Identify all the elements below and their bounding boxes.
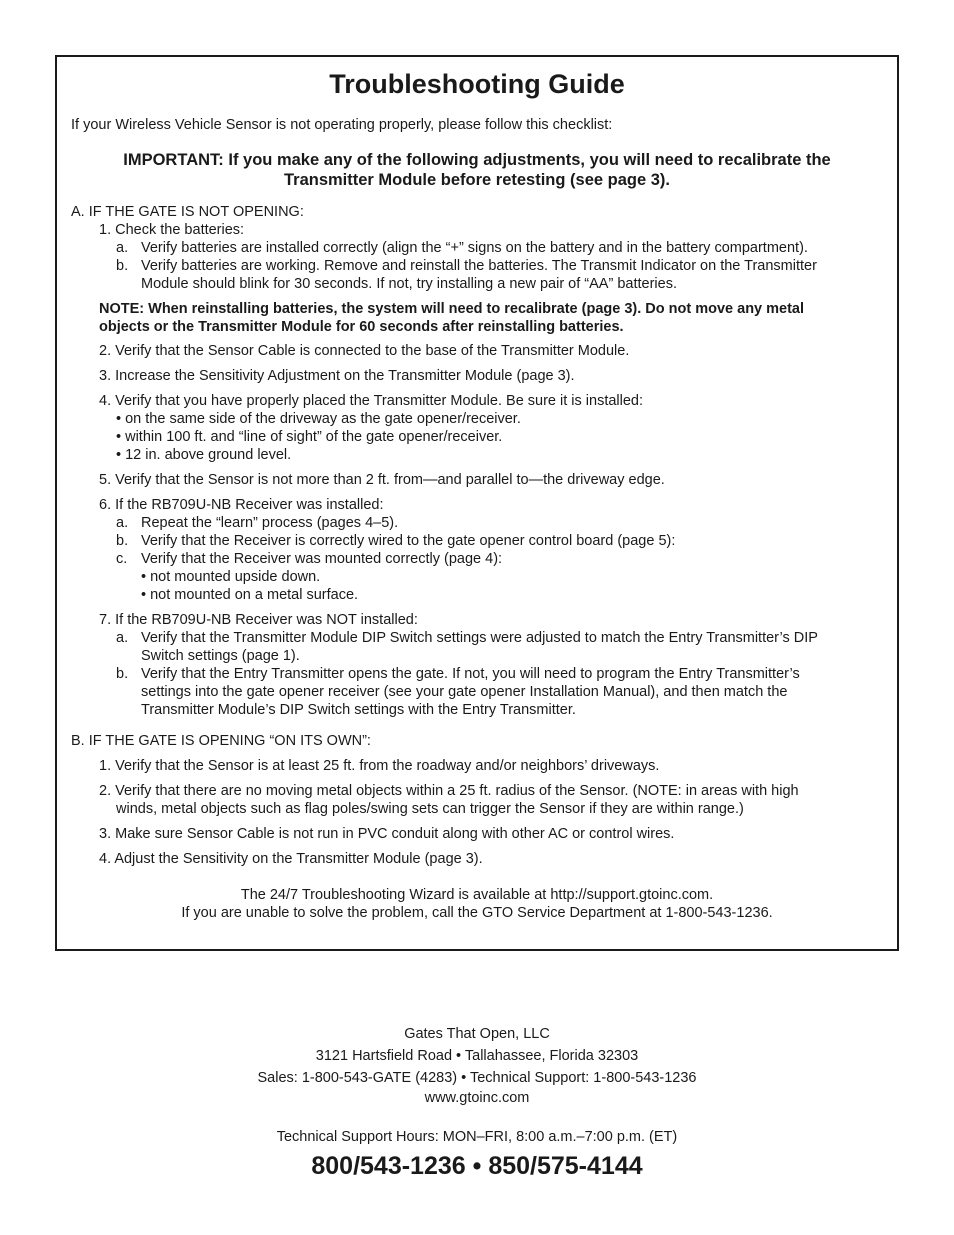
section-a-heading: A. IF THE GATE IS NOT OPENING: [71,204,304,220]
a-step-7a-line-1: Verify that the Transmitter Module DIP Switch settings were adjusted to match the Entry Transmitter’s DIP [141,630,818,646]
b-step-2-line-1: 2. Verify that there are no moving metal objects within a 25 ft. radius of the Sensor. (NOTE: in areas with high [99,783,799,799]
a-step-6c-bullet: • not mounted upside down. [141,569,321,585]
a-step-7b-line-2: settings into the gate opener receiver (see your gate opener Installation Manual), and then match the [141,684,788,700]
a-step-4: 4. Verify that you have properly placed the Transmitter Module. Be sure it is installed: [99,393,644,409]
a-step-4-bullet: • on the same side of the driveway as the gate opener/receiver. [116,411,521,427]
a-step-7b-line-3: Transmitter Module’s DIP Switch settings with the Entry Transmitter. [141,702,576,718]
b-step-2-line-2: winds, metal objects such as flag poles/swing sets can trigger the Sensor if they are within range.) [116,801,744,817]
wizard-line: The 24/7 Troubleshooting Wizard is available at http://support.gtoinc.com. [240,887,714,903]
a-step-3: 3. Increase the Sensitivity Adjustment on the Transmitter Module (page 3). [99,368,575,384]
a-step-7b-marker: b. [116,666,129,682]
company-name: Gates That Open, LLC [404,1026,550,1042]
a-step-4-bullet: • within 100 ft. and “line of sight” of the gate opener/receiver. [116,429,503,445]
page-title: Troubleshooting Guide [329,69,625,99]
sales-support-line: Sales: 1-800-543-GATE (4283) • Technical Support: 1-800-543-1236 [257,1070,697,1086]
a-step-6b-marker: b. [116,533,129,549]
b-step-3: 3. Make sure Sensor Cable is not run in PVC conduit along with other AC or control wires. [99,826,675,842]
a-step-7b-line-1: Verify that the Entry Transmitter opens the gate. If not, you will need to program the Entry Transmitter’s [141,666,800,682]
a-step-6a-marker: a. [116,515,129,531]
a-step-2: 2. Verify that the Sensor Cable is connected to the base of the Transmitter Module. [99,343,630,359]
a-step-7a-line-2: Switch settings (page 1). [141,648,300,664]
a-step-6b: Verify that the Receiver is correctly wired to the gate opener control board (page 5): [141,533,676,549]
a-step-1b-line-2: Module should blink for 30 seconds. If not, try installing a new pair of “AA” batteries. [141,276,677,292]
a-step-6a: Repeat the “learn” process (pages 4–5). [141,515,399,531]
intro-text: If your Wireless Vehicle Sensor is not operating properly, please follow this checklist: [71,117,613,133]
a-step-5: 5. Verify that the Sensor is not more than 2 ft. from—and parallel to—the driveway edge. [99,472,665,488]
support-hours: Technical Support Hours: MON–FRI, 8:00 a.m.–7:00 p.m. (ET) [276,1129,678,1145]
important-notice [57,150,897,190]
battery-note-line-1: NOTE: When reinstalling batteries, the system will need to recalibrate (page 3). Do not move any metal [99,301,805,317]
b-step-1: 1. Verify that the Sensor is at least 25 ft. from the roadway and/or neighbors’ driveways. [99,758,660,774]
website-link[interactable]: www.gtoinc.com [424,1090,530,1106]
a-step-6c-marker: c. [116,551,128,567]
service-line: If you are unable to solve the problem, call the GTO Service Department at 1-800-543-1236. [181,905,773,921]
a-step-1: 1. Check the batteries: [99,222,245,238]
a-step-6: 6. If the RB709U-NB Receiver was installed: [99,497,384,513]
a-step-4-bullet: • 12 in. above ground level. [116,447,292,463]
a-step-6c-bullet: • not mounted on a metal surface. [141,587,359,603]
b-step-4: 4. Adjust the Sensitivity on the Transmitter Module (page 3). [99,851,483,867]
a-step-1a-marker: a. [116,240,129,256]
section-b-heading: B. IF THE GATE IS OPENING “ON ITS OWN”: [71,733,371,749]
a-step-1a: Verify batteries are installed correctly (align the “+” signs on the battery and in the battery compartment). [141,240,808,256]
a-step-1b-line-1: Verify batteries are working. Remove and reinstall the batteries. The Transmit Indicator on the Transmitter [141,258,817,274]
battery-note-line-2: objects or the Transmitter Module for 60 seconds after reinstalling batteries. [99,319,624,335]
important-line-2: Transmitter Module before retesting (see page 3). [283,171,670,189]
company-address: 3121 Hartsfield Road • Tallahassee, Florida 32303 [315,1048,639,1064]
a-step-7: 7. If the RB709U-NB Receiver was NOT installed: [99,612,418,628]
a-step-1b-marker: b. [116,258,129,274]
phone-numbers: 800/543-1236 • 850/575-4144 [311,1152,643,1180]
important-line-1: IMPORTANT: If you make any of the following adjustments, you will need to recalibrate the [123,151,831,169]
a-step-6c: Verify that the Receiver was mounted correctly (page 4): [141,551,503,567]
a-step-7a-marker: a. [116,630,129,646]
